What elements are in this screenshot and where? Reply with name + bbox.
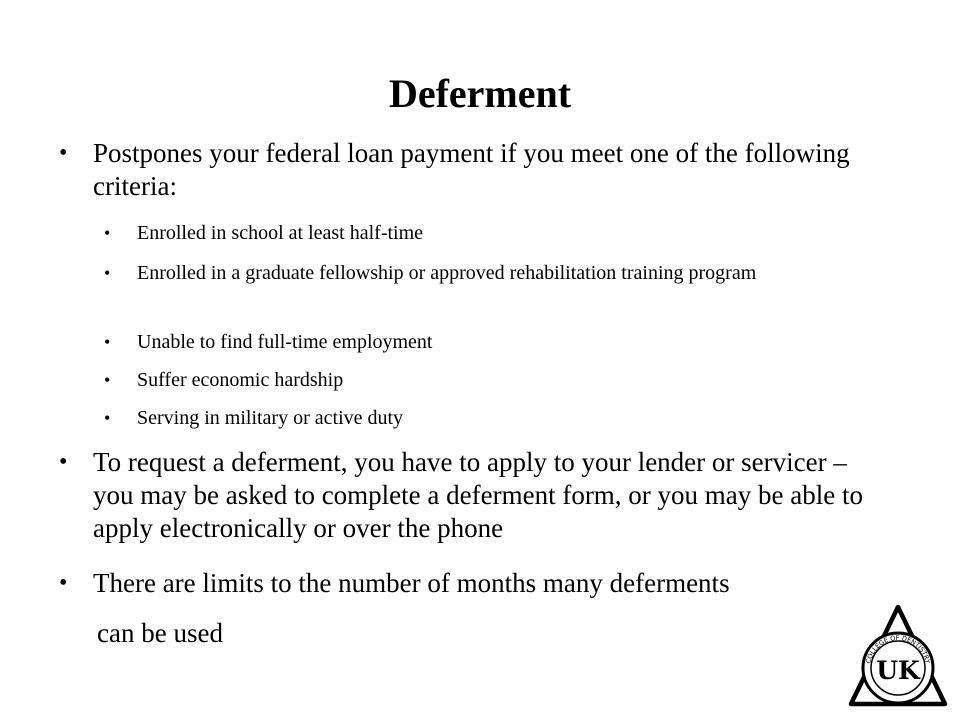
sub-bullet-text: Serving in military or active duty — [137, 407, 404, 429]
seal-text: COLLEGE OF DENTISTRY — [864, 633, 932, 665]
sub-bullet-marker: • — [104, 370, 111, 390]
bullet-marker: • — [59, 449, 68, 475]
bullet-text: To request a deferment, you have to apply to your lender or servicer – you may be asked to complete a deferment form, or you may be able to apply electronically or over the phone — [93, 447, 863, 543]
sub-bullet-enrolled-half-time — [104, 220, 897, 247]
seal-monogram: UK — [876, 656, 920, 685]
sub-bullet-text: Enrolled in school at least half-time — [137, 222, 424, 244]
bullet-marker: • — [59, 570, 68, 596]
bullet-marker: • — [59, 140, 68, 166]
sub-bullet-text: Enrolled in a graduate fellowship or approved rehabilitation training program — [137, 262, 757, 284]
sub-bullet-marker: • — [104, 408, 111, 428]
sub-bullet-graduate-fellowship — [104, 260, 897, 287]
sub-bullet-marker: • — [104, 223, 111, 243]
college-of-dentistry-seal-icon — [848, 604, 948, 708]
sub-bullet-marker: • — [104, 332, 111, 352]
bullet-item-limits — [59, 567, 893, 600]
sub-bullet-unemployment — [104, 329, 897, 356]
bullet-text: Postpones your federal loan payment if you meet one of the following criteria: — [93, 138, 850, 201]
sub-bullet-text: Suffer economic hardship — [137, 369, 344, 391]
bullet-item-postpones — [59, 137, 893, 203]
sub-bullet-text: Unable to find full-time employment — [137, 331, 433, 353]
sub-bullet-marker: • — [104, 263, 111, 283]
bullet-text: There are limits to the number of months many deferments — [93, 568, 730, 598]
slide-title: Deferment — [388, 71, 572, 116]
bullet-item-request-deferment — [59, 446, 893, 545]
sub-bullet-military — [104, 405, 897, 432]
sub-bullet-economic-hardship — [104, 367, 897, 394]
bullet-continuation: can be used — [97, 618, 223, 648]
